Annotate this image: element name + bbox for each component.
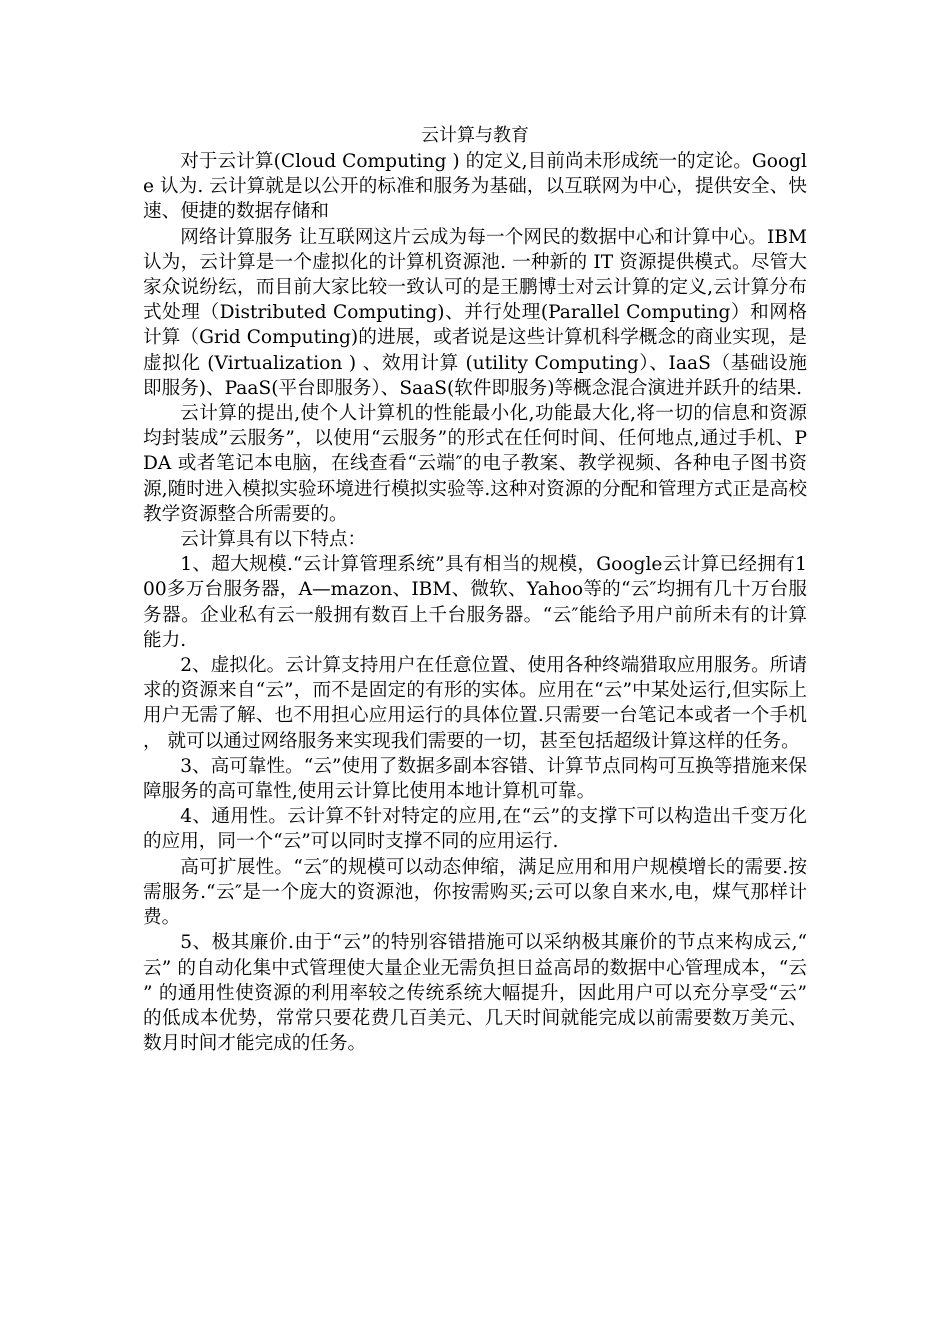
paragraph-features-intro: 云计算具有以下特点： xyxy=(180,529,367,551)
paragraph-cloud-services: 云计算的提出,使个人计算机的性能最小化,功能最大化,将一切的信息和资源均封装成”云服务”，以使用“云服务”的形式在任何时间、任何地点,通过手机、PDA 或者笔记本电脑，在线查看“云端″的电子教案、教学视频、各种电子图书资源,随时进入模拟实验环境进行模拟实验等.这种对资源的分配和管理方式正是高校教学资源整合所需要的。 xyxy=(143,403,807,525)
paragraph-feature-generality: 4、通用性。云计算不针对特定的应用,在“云”的支撑下可以构造出千变万化的应用，同一个“云”可以同时支撑不同的应用运行. xyxy=(143,806,807,853)
paragraph-feature-virtualization: 2、虚拟化。云计算支持用户在任意位置、使用各种终端猎取应用服务。所请求的资源来自“云”，而不是固定的有形的实体。应用在“云”中某处运行,但实际上用户无需了解、也不用担心应用运行的具体位置.只需要一台笔记本或者一个手机， 就可以通过网络服务来实现我们需要的一切，甚至包括超级计算这样的任务。 xyxy=(143,655,807,752)
paragraph-feature-scale: 1、超大规模.“云计算管理系统”具有相当的规模，Google云计算已经拥有100多万台服务器，A—mazon、IBM、微软、Yahoo等的“云″均拥有几十万台服务器。企业私有云一般拥有数百上千台服务器。“云″能给予用户前所未有的计算能力. xyxy=(143,554,807,651)
paragraph-definition: 对于云计算(Cloud Computing ) 的定义,目前尚未形成统一的定论。Google 认为. 云计算就是以公开的标准和服务为基础，以互联网为中心，提供安全、快速、便捷的数据存储和 xyxy=(143,151,807,223)
paragraph-definition-continued: 网络计算服务 让互联网这片云成为每一个网民的数据中心和计算中心。IBM 认为，云计算是一个虚拟化的计算机资源池. 一种新的 IT 资源提供模式。尽管大家众说纷纭，而目前大家比较一致认可的是王鹏博士对云计算的定义,云计算分布式处理（Distributed Computing)、并行处理(Parallel Computing）和网格计算（Grid Computing)的进展，或者说是这些计算机科学概念的商业实现，是虚拟化 (Virtualization ) 、效用计算 (utility Computing）、IaaS（基础设施即服务)、PaaS(平台即服务）、SaaS(软件即服务)等概念混合演进并跃升的结果. xyxy=(143,226,807,399)
paragraph-feature-low-cost: 5、极其廉价.由于“云”的特别容错措施可以采纳极其廉价的节点来构成云,“云” 的自动化集中式管理使大量企业无需负担日益高昂的数据中心管理成本，“云” 的通用性使资源的利用率较之传统系统大幅提升，因此用户可以充分享受“云”的低成本优势，常常只要花费几百美元、几天时间就能完成以前需要数万美元、数月时间才能完成的任务。 xyxy=(143,932,807,1055)
document-title: 云计算与教育 xyxy=(421,125,529,146)
paragraph-feature-scalability: 高可扩展性。“云″的规模可以动态伸缩，满足应用和用户规模增长的需要.按需服务.“云″是一个庞大的资源池，你按需购买;云可以象自来水,电，煤气那样计费。 xyxy=(143,856,807,929)
paragraph-feature-reliability: 3、高可靠性。“云”使用了数据多副本容错、计算节点同构可互换等措施来保障服务的高可靠性,使用云计算比使用本地计算机可靠。 xyxy=(143,755,807,803)
document-body xyxy=(143,149,807,1056)
